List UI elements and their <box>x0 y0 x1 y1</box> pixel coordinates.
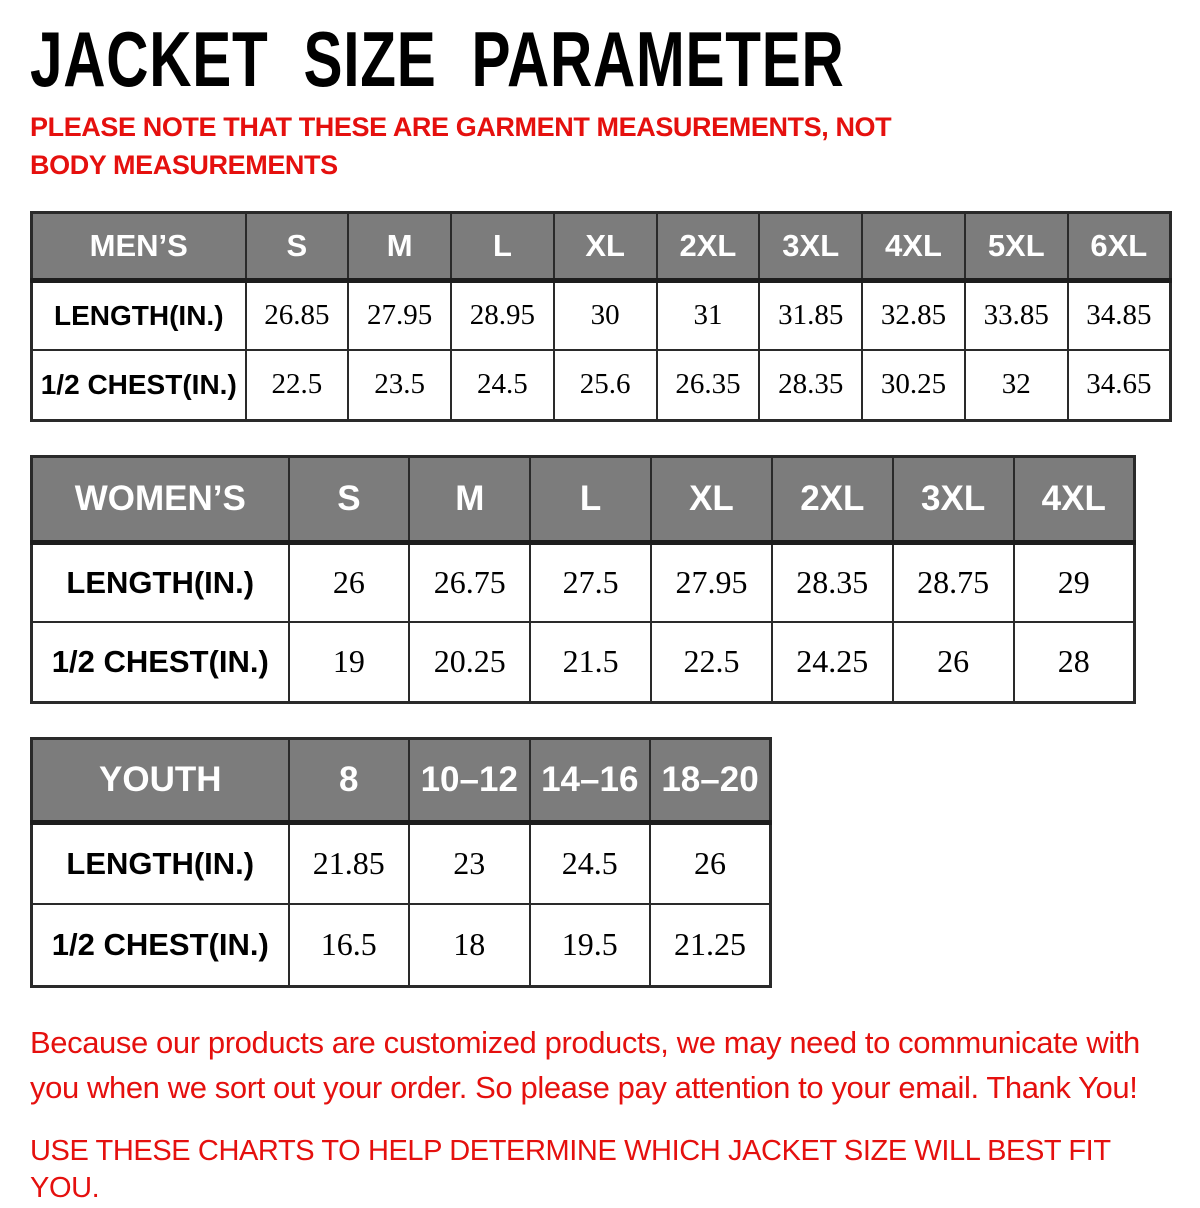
measurement-value: 21.85 <box>289 822 410 904</box>
size-column-header: 4XL <box>1014 456 1135 542</box>
size-column-header: 18–20 <box>650 738 771 822</box>
measurement-value: 19.5 <box>530 904 651 986</box>
measurement-row <box>32 622 1135 702</box>
size-table-womens <box>30 455 1136 704</box>
size-column-header: XL <box>554 212 657 280</box>
measurement-value: 22.5 <box>246 350 349 420</box>
group-name-header: WOMEN’S <box>32 456 289 542</box>
measurement-row-label: 1/2 CHEST(IN.) <box>32 904 289 986</box>
measurement-value: 32.85 <box>862 280 965 350</box>
measurement-value: 26.75 <box>409 542 530 622</box>
measurement-value: 27.5 <box>530 542 651 622</box>
size-column-header: L <box>451 212 554 280</box>
size-column-header: 2XL <box>772 456 893 542</box>
customization-notice: Because our products are customized products, we may need to communicate with you when we sort out your order. So please pay attention to your email. Thank You! <box>30 1024 1140 1105</box>
group-name-header: YOUTH <box>32 738 289 822</box>
measurement-value: 26.35 <box>657 350 760 420</box>
measurement-value: 33.85 <box>965 280 1068 350</box>
measurement-value: 22.5 <box>651 622 772 702</box>
measurement-value: 30 <box>554 280 657 350</box>
measurement-row <box>32 280 1171 350</box>
measurement-value: 24.25 <box>772 622 893 702</box>
measurement-value: 31.85 <box>759 280 862 350</box>
measurement-value: 31 <box>657 280 760 350</box>
measurement-value: 32 <box>965 350 1068 420</box>
size-column-header: S <box>246 212 349 280</box>
measurement-value: 29 <box>1014 542 1135 622</box>
page-title <box>30 15 1170 103</box>
measurement-value: 21.5 <box>530 622 651 702</box>
measurement-value: 26 <box>893 622 1014 702</box>
measurement-row <box>32 904 771 986</box>
measurement-value: 21.25 <box>650 904 771 986</box>
chart-usage-hint: USE THESE CHARTS TO HELP DETERMINE WHICH JACKET SIZE WILL BEST FIT YOU. <box>30 1134 1111 1205</box>
measurement-value: 28.35 <box>759 350 862 420</box>
page-title-text: JACKET SIZE PARAMETER <box>30 15 845 103</box>
measurement-value: 24.5 <box>530 822 651 904</box>
size-column-header: 3XL <box>759 212 862 280</box>
measurement-row <box>32 350 1171 420</box>
measurement-value: 28.35 <box>772 542 893 622</box>
measurement-value: 34.65 <box>1068 350 1171 420</box>
measurement-row-label: LENGTH(IN.) <box>32 822 289 904</box>
garment-measurement-note: PLEASE NOTE THAT THESE ARE GARMENT MEASUREMENTS, NOT BODY MEASUREMENTS <box>30 112 892 181</box>
measurement-value: 25.6 <box>554 350 657 420</box>
size-column-header: 3XL <box>893 456 1014 542</box>
measurement-value: 26.85 <box>246 280 349 350</box>
size-column-header: 8 <box>289 738 410 822</box>
size-table-youth <box>30 737 772 988</box>
size-column-header: 2XL <box>657 212 760 280</box>
measurement-value: 26 <box>289 542 410 622</box>
measurement-value: 30.25 <box>862 350 965 420</box>
measurement-value: 19 <box>289 622 410 702</box>
measurement-row <box>32 542 1135 622</box>
size-header-row <box>32 738 771 822</box>
measurement-value: 28 <box>1014 622 1135 702</box>
measurement-value: 28.75 <box>893 542 1014 622</box>
measurement-value: 27.95 <box>651 542 772 622</box>
measurement-row-label: LENGTH(IN.) <box>32 542 289 622</box>
measurement-value: 28.95 <box>451 280 554 350</box>
measurement-row-label: 1/2 CHEST(IN.) <box>32 350 246 420</box>
size-header-row <box>32 212 1171 280</box>
size-tables-container <box>30 211 1170 988</box>
size-column-header: M <box>348 212 451 280</box>
size-column-header: 14–16 <box>530 738 651 822</box>
size-column-header: 5XL <box>965 212 1068 280</box>
measurement-value: 18 <box>409 904 530 986</box>
size-column-header: L <box>530 456 651 542</box>
group-name-header: MEN’S <box>32 212 246 280</box>
size-table-mens <box>30 211 1172 422</box>
size-header-row <box>32 456 1135 542</box>
measurement-value: 27.95 <box>348 280 451 350</box>
measurement-value: 23 <box>409 822 530 904</box>
measurement-value: 26 <box>650 822 771 904</box>
size-column-header: 4XL <box>862 212 965 280</box>
size-column-header: XL <box>651 456 772 542</box>
measurement-value: 34.85 <box>1068 280 1171 350</box>
measurement-value: 16.5 <box>289 904 410 986</box>
measurement-value: 23.5 <box>348 350 451 420</box>
size-column-header: M <box>409 456 530 542</box>
size-column-header: 10–12 <box>409 738 530 822</box>
size-column-header: 6XL <box>1068 212 1171 280</box>
measurement-value: 20.25 <box>409 622 530 702</box>
measurement-row-label: 1/2 CHEST(IN.) <box>32 622 289 702</box>
measurement-row-label: LENGTH(IN.) <box>32 280 246 350</box>
measurement-value: 24.5 <box>451 350 554 420</box>
size-column-header: S <box>289 456 410 542</box>
measurement-row <box>32 822 771 904</box>
